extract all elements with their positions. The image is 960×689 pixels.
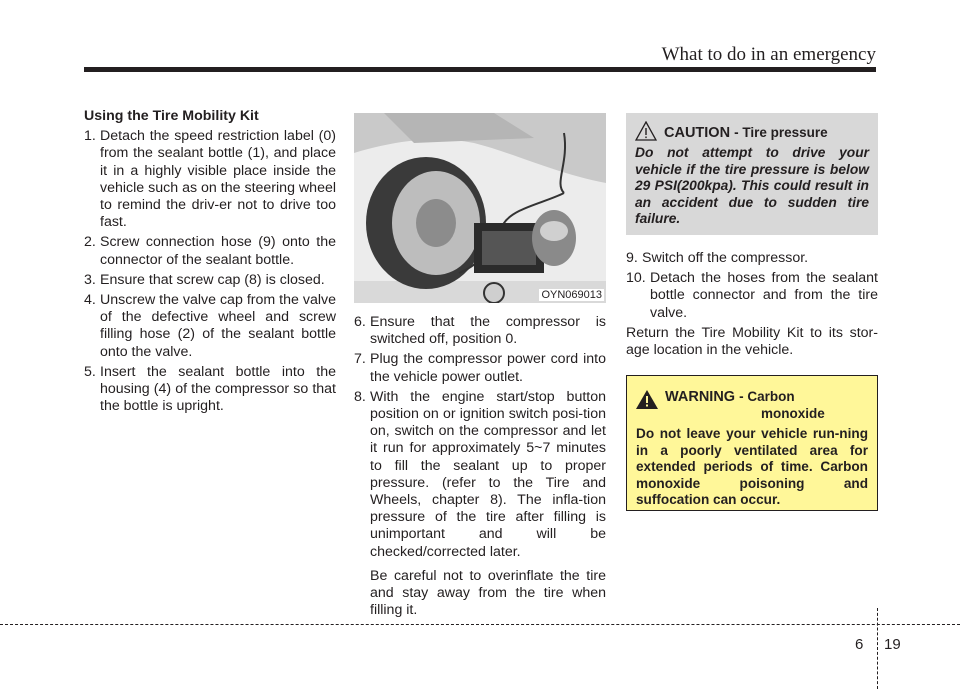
page-number: 19: [884, 636, 901, 653]
caution-title: [664, 125, 828, 141]
step-text: Switch off the compressor.: [642, 250, 809, 266]
step-2: [84, 234, 336, 268]
warning-box: [626, 375, 878, 511]
step-4: [84, 292, 336, 361]
step-8: [354, 389, 606, 561]
caution-label: CAUTION: [664, 125, 731, 141]
warning-triangle-icon: [635, 389, 659, 410]
step-3: [84, 272, 336, 289]
step-text: Insert the sealant bottle into the housing (4) of the compressor so that the bottle is upright.: [100, 363, 336, 415]
step-1: [84, 128, 336, 231]
section-title: What to do in an emergency: [661, 44, 876, 65]
step-text: Unscrew the valve cap from the valve of the defective wheel and screw filling hose (2) of the sealant bottle onto the valve.: [100, 292, 336, 360]
caution-triangle-icon: [635, 121, 657, 141]
step-text: Screw connection hose (9) onto the connector of the sealant bottle.: [100, 234, 336, 268]
warning-label: WARNING: [665, 389, 736, 405]
section-heading: Using the Tire Mobility Kit: [84, 108, 259, 124]
step-7: [354, 351, 606, 385]
step-text: Ensure that the compressor is switched off, position 0.: [370, 314, 606, 348]
caution-subtitle: - Tire pressure: [734, 125, 828, 140]
return-kit-note: Return the Tire Mobility Kit to its stor-age location in the vehicle.: [626, 324, 878, 359]
step-number: 3.: [84, 271, 96, 288]
overinflate-note: Be careful not to overinflate the tire and stay away from the tire when filling it.: [370, 567, 606, 619]
step-text: Plug the compressor power cord into the vehicle power outlet.: [370, 351, 606, 385]
car-wheel-compressor-drawing: [354, 113, 606, 303]
step-number: 9.: [626, 250, 638, 266]
step-text: With the engine start/stop button position on or ignition switch posi-tion on, switch on the compressor and let it run for approximately 5~7 minutes to fill the sealant up to proper pressure. (refer to the Tire and Wheels, chapter 8). The infla-tion pressure of the tire after filling is unimportant and will be checked/corrected later.: [370, 388, 606, 560]
step-text: Ensure that screw cap (8) is closed.: [100, 271, 325, 288]
step-9: [626, 250, 878, 267]
tire-mobility-kit-illustration: [354, 113, 606, 303]
footer-divider: [877, 608, 878, 689]
figure-code: OYN069013: [541, 289, 602, 301]
warning-text: Do not leave your vehicle run-ning in a poorly ventilated area for extended periods of time. Carbon monoxide poisoning and suffocation can occur.: [636, 426, 868, 507]
caution-box: [626, 113, 878, 235]
step-5: [84, 364, 336, 416]
caution-text: Do not attempt to drive your vehicle if the tire pressure is below 29 PSI(200kpa). This could result in an accident due to sudden tire failure.: [635, 145, 869, 226]
step-text: Detach the speed restriction label (0) from the sealant bottle (1), and place it in a highly visible place inside the vehicle such as on the steering wheel to remind the driv-er not to drive too fast.: [100, 128, 336, 231]
column-3: [626, 250, 878, 359]
warning-subtitle-line2: monoxide: [761, 406, 825, 421]
warning-title: [665, 389, 795, 405]
step-number: 5.: [84, 363, 96, 380]
chapter-number: 6: [855, 636, 864, 653]
column-1: [84, 108, 336, 418]
step-6: [354, 314, 606, 348]
step-10: [626, 270, 878, 322]
step-number: 8.: [354, 388, 366, 405]
step-number: 4.: [84, 292, 96, 309]
warning-subtitle: - Carbon: [739, 389, 795, 404]
step-number: 2.: [84, 234, 96, 251]
step-number: 7.: [354, 351, 366, 368]
column-2: [354, 314, 606, 619]
footer-rule: [0, 624, 960, 625]
header-rule: [84, 67, 876, 72]
step-number: 10.: [626, 270, 646, 287]
step-text: Detach the hoses from the sealant bottle connector and from the tire valve.: [650, 270, 878, 321]
step-number: 6.: [354, 314, 366, 330]
step-number: 1.: [84, 128, 96, 145]
